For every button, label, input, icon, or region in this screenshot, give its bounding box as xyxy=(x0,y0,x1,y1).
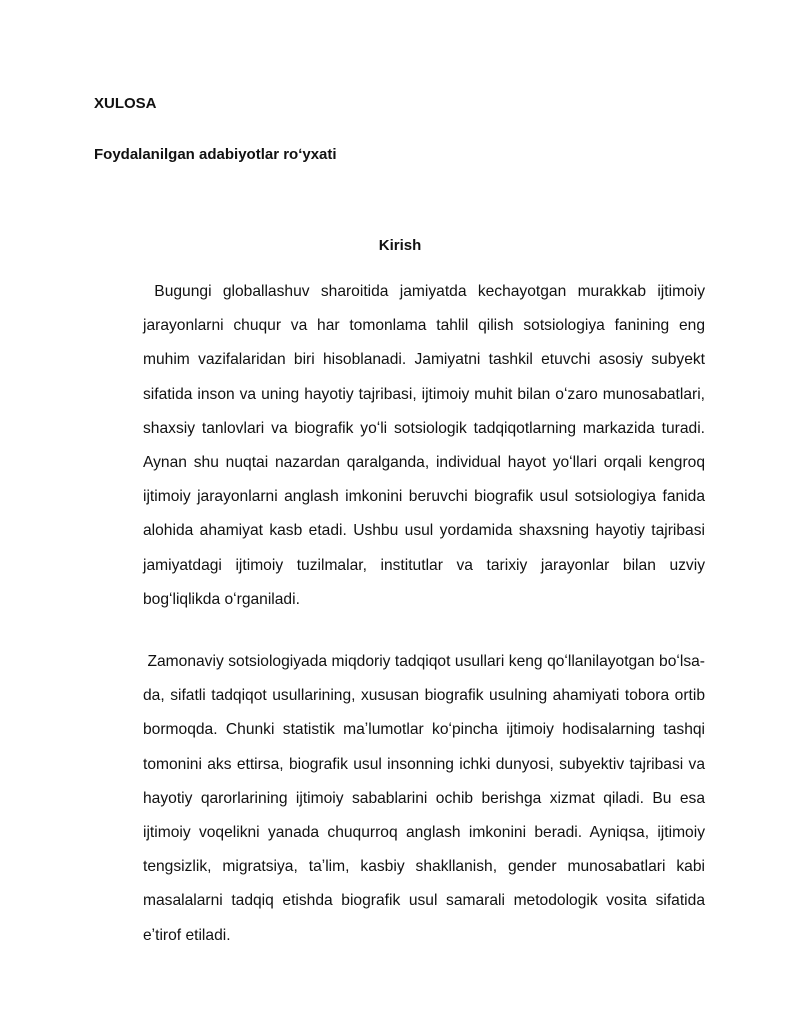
section-title-introduction: Kirish xyxy=(378,237,422,254)
paragraph: Bugungi globallashuv sharoitida jamiyatda kechayotgan murakkab ijtimoiy jarayonlarni chuqur va har tomonlama tahlil qilish sotsiologiya fanining eng muhim vazifalaridan biri hisoblanadi. Jamiyatni tashkil etuvchi asosiy subyekt sifatida inson va uning hayotiy tajribasi, ijtimoiy muhit bilan oʻzaro munosabatlari, shaxsiy tanlovlari va biografik yoʻli sotsiologik tadqiqotlarning markazida turadi. Aynan shu nuqtai nazardan qaralganda, individual hayot yoʻllari orqali kengroq ijtimoiy jarayonlarni anglash imkonini beruvchi biografik usul sotsiologiya fanida alohida ahamiyat kasb etadi. Ushbu usul yordamida shaxsning hayotiy tajribasi jamiyatdagi ijtimoiy tuzilmalar, institutlar va tarixiy jarayonlar bilan uzviy bogʻliqlikda oʻrganiladi. xyxy=(143,283,705,608)
heading-references: Foydalanilgan adabiyotlar roʻyxati xyxy=(94,146,337,163)
heading-conclusion: XULOSA xyxy=(94,95,157,112)
paragraph: Zamonaviy sotsiologiyada miqdoriy tadqiqot usullari keng qoʻllanilayotgan boʻlsa-da, sifatli tadqiqot usullarining, xususan biografik usulning ahamiyati tobora ortib bormoqda. Chunki statistik maʼlumotlar koʻpincha ijtimoiy hodisalarning tashqi tomonini aks ettirsa, biografik usul insonning ichki dunyosi, subyektiv tajribasi va hayotiy qarorlarining ijtimoiy sabablarini ochib berishga xizmat qiladi. Bu esa ijtimoiy voqelikni yanada chuqurroq anglash imkonini beradi. Ayniqsa, ijtimoiy tengsizlik, migratsiya, taʼlim, kasbiy shakllanish, gender munosabatlari kabi masalalarni tadqiq etishda biografik usul samarali metodologik vosita sifatida eʼtirof etiladi. xyxy=(143,653,705,944)
